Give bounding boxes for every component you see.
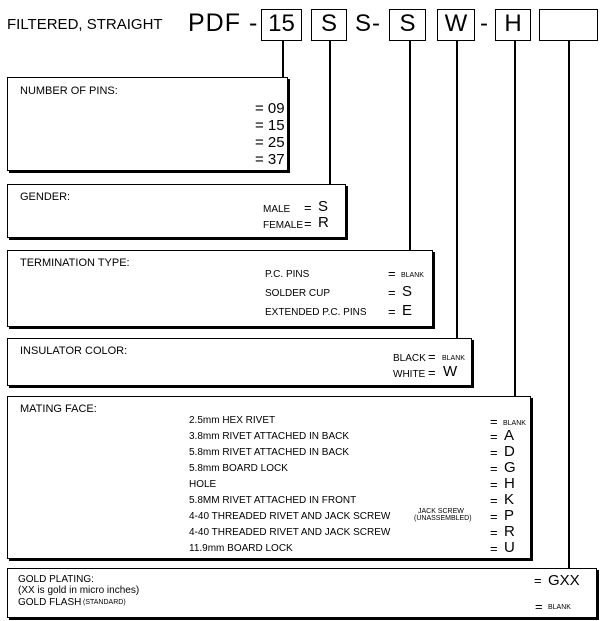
connector-line — [514, 41, 516, 396]
flash-note: (STANDARD) — [83, 599, 126, 606]
pins-box — [7, 77, 288, 171]
insulator-eq: = — [428, 365, 436, 380]
termination-value-blank: BLANK — [401, 272, 424, 279]
jack-screw-note: JACK SCREW — [418, 508, 464, 515]
gender-label: MALE — [263, 204, 291, 215]
termination-value: E — [402, 302, 413, 319]
termination-heading: TERMINATION TYPE: — [20, 257, 130, 269]
dash-separator: - — [480, 10, 488, 37]
termination-label: EXTENDED P.C. PINS — [265, 307, 367, 318]
mating-eq: = — [490, 525, 498, 540]
insulator-label: BLACK — [393, 353, 426, 364]
gender-value: R — [318, 214, 329, 231]
connector-line — [329, 41, 331, 184]
mating-label: 5.8mm BOARD LOCK — [189, 463, 288, 474]
insulator-value: W — [443, 363, 458, 380]
plating-heading: GOLD PLATING: — [18, 574, 94, 585]
mating-value: D — [504, 443, 515, 460]
pins-option: = 25 — [255, 134, 285, 151]
gender-eq: = — [304, 200, 312, 215]
mating-eq: = — [490, 445, 498, 460]
termination-value: S — [402, 283, 413, 300]
mating-label: HOLE — [189, 479, 217, 490]
mating-value: A — [504, 427, 515, 444]
unassembled-note: (UNASSEMBLED) — [414, 515, 472, 522]
mating-label: 5.8MM RIVET ATTACHED IN FRONT — [189, 495, 357, 506]
dash-separator: - — [372, 10, 380, 37]
flash-eq: = — [535, 599, 543, 614]
connector-line — [282, 41, 284, 77]
mating-eq: = — [490, 509, 498, 524]
termination-label: SOLDER CUP — [265, 288, 331, 299]
insulator-eq: = — [428, 349, 436, 364]
mating-eq: = — [490, 477, 498, 492]
insulator-label: WHITE — [393, 369, 426, 380]
flash-label: GOLD FLASH — [18, 597, 82, 608]
connector-line — [568, 41, 570, 568]
mid-letter: S — [355, 10, 372, 37]
gender-label: FEMALE — [263, 220, 304, 231]
mating-value: U — [504, 539, 515, 556]
gender-value: S — [318, 198, 329, 215]
insulator-heading: INSULATOR COLOR: — [20, 345, 128, 357]
mating-box — [7, 396, 531, 559]
mating-label: 4-40 THREADED RIVET AND JACK SCREW — [189, 511, 391, 522]
termination-box — [7, 250, 433, 327]
gender-eq: = — [304, 216, 312, 231]
mating-label: 3.8mm RIVET ATTACHED IN BACK — [189, 431, 350, 442]
flash-value-blank: BLANK — [548, 604, 571, 611]
connector-line — [409, 41, 411, 250]
gender-box — [7, 184, 346, 238]
pins-option: = 15 — [255, 117, 285, 134]
termination-eq: = — [388, 285, 396, 300]
termination-label: P.C. PINS — [265, 269, 310, 280]
mating-eq: = — [490, 493, 498, 508]
plating-box — [7, 568, 597, 618]
insulator-value-blank: BLANK — [442, 355, 465, 362]
mating-value: R — [504, 523, 515, 540]
plating-note: (XX is gold in micro inches) — [18, 585, 140, 596]
code-box-insulator: W — [437, 9, 475, 41]
mating-label: 5.8mm RIVET ATTACHED IN BACK — [189, 447, 350, 458]
mating-value: G — [504, 459, 516, 476]
part-prefix: PDF - — [188, 9, 259, 37]
connector-line — [456, 41, 458, 338]
mating-value: P — [504, 507, 515, 524]
code-box-termination: S — [389, 9, 426, 41]
mating-value-blank: BLANK — [503, 420, 526, 427]
pins-option: = 09 — [255, 100, 285, 117]
mating-label: 11.9mm BOARD LOCK — [189, 543, 293, 554]
mating-label: 4-40 THREADED RIVET AND JACK SCREW — [189, 527, 391, 538]
code-box-gender: S — [311, 9, 347, 41]
termination-eq: = — [388, 266, 396, 281]
mating-eq: = — [490, 429, 498, 444]
code-box-plating — [539, 9, 598, 41]
gold-value: GXX — [548, 572, 580, 589]
termination-eq: = — [388, 304, 396, 319]
diagram-title: FILTERED, STRAIGHT — [7, 16, 163, 33]
mating-value: H — [504, 475, 515, 492]
gender-heading: GENDER: — [20, 191, 71, 203]
pins-option: = 37 — [255, 151, 285, 168]
mating-heading: MATING FACE: — [20, 403, 97, 415]
insulator-box — [7, 338, 472, 386]
gold-eq: = — [534, 573, 542, 588]
code-box-mating: H — [495, 9, 531, 41]
mating-value: K — [504, 491, 515, 508]
code-box-pins: 15 — [261, 9, 302, 41]
mating-label: 2.5mm HEX RIVET — [189, 415, 276, 426]
mating-eq: = — [490, 461, 498, 476]
pins-heading: NUMBER OF PINS: — [20, 85, 118, 97]
mating-eq: = — [490, 541, 498, 556]
mating-eq: = — [490, 414, 498, 429]
